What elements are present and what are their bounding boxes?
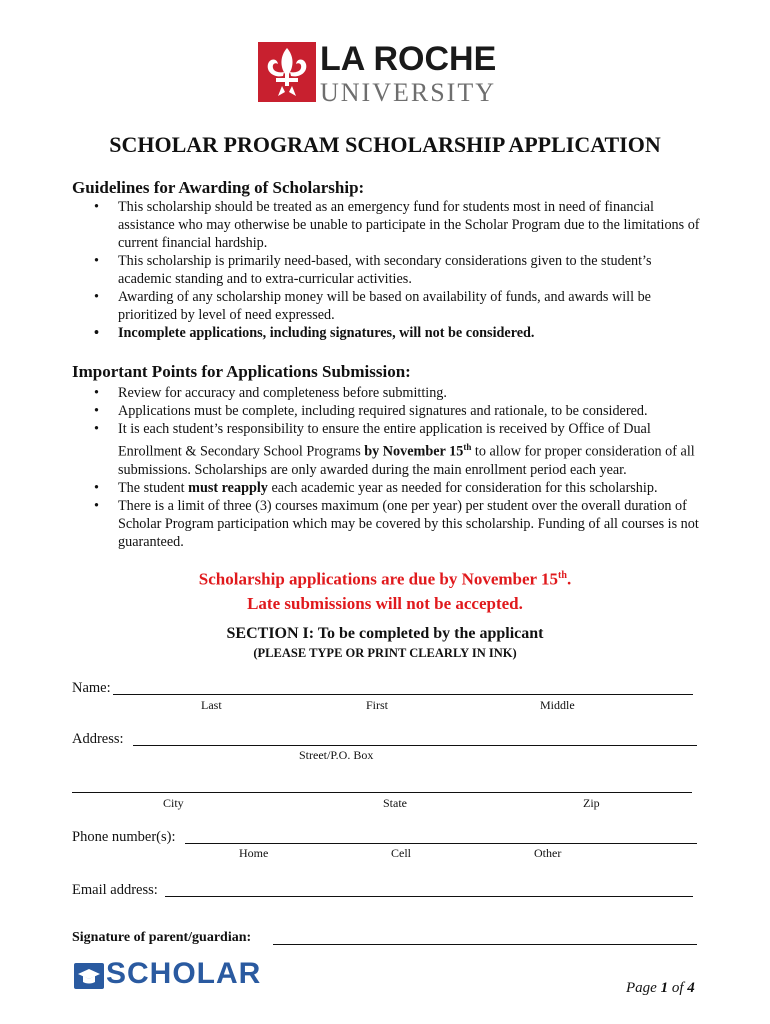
current-page: 1	[660, 980, 669, 996]
page-number	[626, 980, 695, 997]
city-caption: City	[163, 796, 184, 810]
deadline-line-1: Scholarship applications are due by November 15	[198, 569, 559, 589]
zip-caption: Zip	[583, 796, 600, 810]
list-item: • Applications must be complete, including required signatures and rationale, to be considered.	[72, 402, 702, 420]
list-item	[72, 420, 702, 479]
logo-subtitle: UNIVERSITY	[320, 78, 496, 107]
reapply-emphasis: must reapply	[188, 479, 268, 496]
signature-field[interactable]	[273, 944, 697, 945]
ordinal-suffix: th	[463, 442, 472, 452]
street-field[interactable]	[133, 745, 697, 746]
list-item: • Incomplete applications, including signatures, will not be considered.	[72, 324, 702, 342]
points-heading: Important Points for Applications Submission:	[72, 362, 411, 381]
page-title: SCHOLAR PROGRAM SCHOLARSHIP APPLICATION	[109, 132, 661, 157]
list-item: • This scholarship should be treated as an emergency fund for students most in need of financial assistance who may otherwise be unable to participate in the Scholar Program due to the limitations of current financial hardship.	[72, 198, 702, 252]
first-name-caption: First	[366, 698, 389, 712]
ordinal-suffix: th	[558, 570, 567, 581]
phone-label: Phone number(s):	[72, 829, 176, 845]
item-text: The student	[118, 479, 189, 496]
city-state-zip-field[interactable]	[72, 792, 692, 793]
section-title: SECTION I: To be completed by the applicant	[226, 625, 544, 642]
deadline-notice	[0, 564, 770, 616]
signature-label: Signature of parent/guardian:	[72, 930, 252, 945]
item-text: each academic year as needed for consideration for this scholarship.	[267, 479, 658, 496]
address-label: Address:	[72, 731, 124, 747]
points-list	[72, 384, 702, 551]
guidelines-list	[72, 198, 702, 342]
email-label: Email address:	[72, 882, 158, 898]
list-item: • There is a limit of three (3) courses maximum (one per year) per student over the overall duration of Scholar Program participation which may be covered by this scholarship. Funding of all courses is not guaranteed.	[72, 497, 702, 551]
logo-name: LA ROCHE	[320, 40, 497, 78]
other-phone-caption: Other	[534, 846, 562, 860]
list-item: • Awarding of any scholarship money will be based on availability of funds, and awards will be prioritized by level of need expressed.	[72, 288, 702, 324]
item-text: It is each student’s responsibility to ensure the entire application is received by Office of Dual Enrollment & Secondary School Programs	[118, 421, 651, 460]
deadline-period: .	[566, 569, 572, 589]
section-subtitle: (PLEASE TYPE OR PRINT CLEARLY IN INK)	[253, 646, 517, 660]
page-prefix: Page	[626, 980, 661, 996]
street-caption: Street/P.O. Box	[299, 748, 374, 762]
graduation-cap-icon	[74, 963, 104, 989]
page-mid: of	[668, 980, 688, 996]
cell-phone-caption: Cell	[391, 846, 411, 860]
deadline-line-2: Late submissions will not be accepted.	[247, 593, 523, 613]
la-roche-logo	[258, 42, 518, 108]
list-item	[72, 479, 702, 497]
item-text: to allow for proper consideration of all submissions. Scholarships are only awarded during the main enrollment period each year.	[118, 443, 695, 478]
middle-name-caption: Middle	[540, 698, 575, 712]
last-name-caption: Last	[201, 698, 222, 712]
list-item: • Review for accuracy and completeness before submitting.	[72, 384, 702, 402]
fleur-de-lis-icon	[258, 42, 316, 102]
scholar-logo	[74, 957, 262, 993]
total-pages: 4	[687, 980, 695, 996]
deadline-emphasis: by November 15	[364, 443, 464, 460]
phone-field[interactable]	[185, 843, 697, 844]
home-phone-caption: Home	[239, 846, 269, 860]
email-field[interactable]	[165, 896, 693, 897]
list-item: • This scholarship is primarily need-based, with secondary considerations given to the student’s academic standing and to extra-curricular activities.	[72, 252, 702, 288]
name-label: Name:	[72, 680, 111, 696]
state-caption: State	[383, 796, 407, 810]
name-field[interactable]	[113, 694, 693, 695]
guidelines-heading: Guidelines for Awarding of Scholarship:	[72, 178, 365, 197]
scholar-wordmark: SCHOLAR	[106, 957, 262, 990]
